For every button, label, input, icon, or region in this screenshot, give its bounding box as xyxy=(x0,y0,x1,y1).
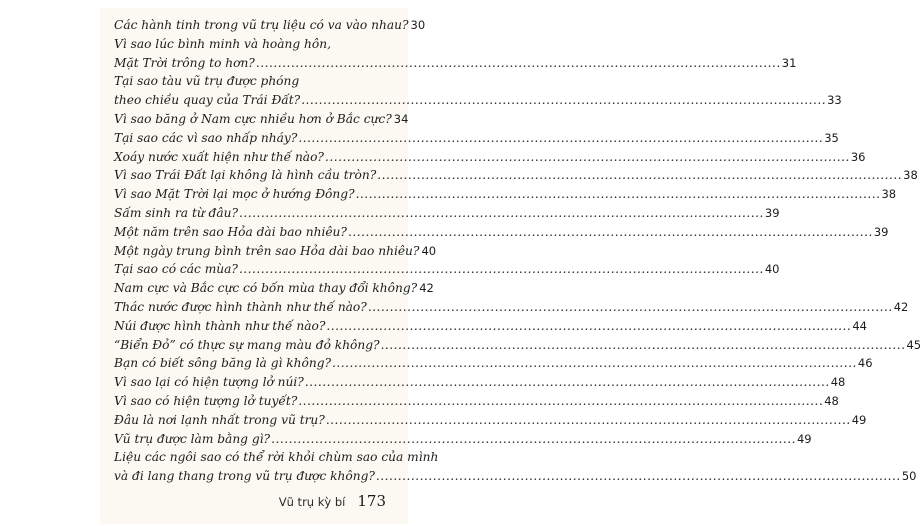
toc-entry xyxy=(114,430,812,449)
toc-entry-title: Vũ trụ được làm bằng gì? xyxy=(114,431,271,446)
toc-entry xyxy=(114,54,797,73)
book-page xyxy=(100,8,921,524)
toc-entry-page: 38 xyxy=(881,187,897,202)
toc-entry-title: Vì sao lúc bình minh và hoàng hôn, xyxy=(114,36,331,51)
toc-leader-dots xyxy=(326,317,851,336)
toc-entry xyxy=(114,317,867,336)
toc-leader-dots xyxy=(239,260,764,279)
toc-entry-title: Sấm sinh ra từ đâu? xyxy=(114,205,239,220)
toc-leader-dots xyxy=(298,129,823,148)
toc-entry-title: Vì sao Trái Đất lại không là hình cầu tròn? xyxy=(114,168,377,183)
toc-entry-page: 34 xyxy=(393,111,409,126)
toc-entry-title: Vì sao Mặt Trời lại mọc ở hướng Đông? xyxy=(114,187,355,202)
toc-entry-page: 49 xyxy=(851,412,867,427)
toc-entry-title: Núi được hình thành như thế nào? xyxy=(114,318,326,333)
toc-leader-dots xyxy=(325,148,850,167)
toc-entry xyxy=(114,336,921,355)
toc-leader-dots xyxy=(271,430,796,449)
toc-entry-title: Vì sao băng ở Nam cực nhiều hơn ở Bắc cực? xyxy=(114,111,392,126)
toc-entry-page: 45 xyxy=(906,337,921,352)
toc-leader-dots xyxy=(326,411,851,430)
toc-entry-page: 48 xyxy=(824,393,839,408)
toc-entry xyxy=(114,242,437,261)
toc-entry-page: 39 xyxy=(873,224,889,239)
toc-leader-dots xyxy=(356,185,881,204)
toc-entry-title: Xoáy nước xuất hiện như thế nào? xyxy=(114,149,324,164)
book-title: Vũ trụ kỳ bí xyxy=(278,495,346,509)
toc-entry-page: 42 xyxy=(419,281,434,296)
toc-leader-dots xyxy=(377,166,902,185)
toc-entry xyxy=(114,204,780,223)
toc-entry xyxy=(114,467,917,486)
toc-leader-dots xyxy=(381,336,906,355)
toc-entry-title: “Biển Đỏ” có thực sự mang màu đỏ không? xyxy=(114,337,380,352)
toc-entry-title: Liệu các ngôi sao có thể rời khỏi chùm sao của mình xyxy=(114,450,439,465)
toc-entry xyxy=(114,223,889,242)
table-of-contents xyxy=(114,16,921,486)
toc-entry-page: 42 xyxy=(893,299,909,314)
toc-entry-page: 40 xyxy=(764,262,780,277)
toc-entry-page: 39 xyxy=(764,205,780,220)
toc-entry xyxy=(114,91,842,110)
toc-entry-title: Nam cực và Bắc cực có bốn mùa thay đổi không? xyxy=(114,281,418,296)
toc-leader-dots xyxy=(298,392,823,411)
toc-leader-dots xyxy=(305,373,830,392)
toc-entry-page: 48 xyxy=(830,375,846,390)
toc-entry-page: 31 xyxy=(781,55,797,70)
toc-entry xyxy=(114,185,897,204)
page-footer xyxy=(279,492,386,510)
toc-entry xyxy=(114,35,404,54)
toc-entry-page: 44 xyxy=(852,318,867,333)
toc-entry xyxy=(114,110,409,129)
toc-entry-page: 49 xyxy=(796,431,812,446)
toc-entry-page: 46 xyxy=(857,356,873,371)
toc-entry-title: Đâu là nơi lạnh nhất trong vũ trụ? xyxy=(114,412,325,427)
toc-entry-title: Một ngày trung bình trên sao Hỏa dài bao nhiêu? xyxy=(114,243,420,258)
toc-entry xyxy=(114,260,780,279)
toc-entry xyxy=(114,166,918,185)
toc-entry-title: Các hành tinh trong vũ trụ liệu có va vào nhau? xyxy=(114,18,409,32)
toc-entry xyxy=(114,72,404,91)
toc-leader-dots xyxy=(256,54,781,73)
toc-entry-title: Vì sao có hiện tượng lở tuyết? xyxy=(114,393,298,408)
toc-leader-dots xyxy=(239,204,764,223)
toc-entry-page: 33 xyxy=(827,93,842,108)
toc-entry xyxy=(114,279,434,298)
toc-entry-title: Thác nước được hình thành như thế nào? xyxy=(114,299,367,314)
toc-entry-page: 30 xyxy=(410,18,426,32)
toc-leader-dots xyxy=(301,91,826,110)
toc-entry xyxy=(114,298,909,317)
toc-leader-dots xyxy=(368,298,893,317)
toc-entry-title: Một năm trên sao Hỏa dài bao nhiêu? xyxy=(114,224,347,239)
toc-leader-dots xyxy=(348,223,873,242)
toc-leader-dots xyxy=(376,467,901,486)
toc-entry-title: Mặt Trời trông to hơn? xyxy=(114,55,255,70)
toc-entry-title: Bạn có biết sông băng là gì không? xyxy=(114,356,332,371)
toc-entry xyxy=(114,392,839,411)
toc-entry xyxy=(114,373,846,392)
toc-entry-title: theo chiều quay của Trái Đất? xyxy=(114,93,301,108)
toc-entry xyxy=(114,129,839,148)
toc-entry xyxy=(114,148,866,167)
toc-entry-title: Tại sao tàu vũ trụ được phóng xyxy=(114,74,300,89)
toc-entry-page: 40 xyxy=(421,243,437,258)
toc-entry xyxy=(114,16,426,35)
toc-entry-page: 36 xyxy=(850,149,866,164)
toc-entry xyxy=(114,448,439,467)
toc-entry xyxy=(114,411,867,430)
page-number: 173 xyxy=(357,492,386,510)
toc-entry-page: 35 xyxy=(824,130,839,145)
toc-leader-dots xyxy=(332,354,857,373)
toc-entry-page: 50 xyxy=(901,469,917,484)
toc-entry xyxy=(114,354,873,373)
toc-entry-title: Tại sao các vì sao nhấp nháy? xyxy=(114,130,298,145)
toc-entry-title: Tại sao có các mùa? xyxy=(114,262,238,277)
toc-entry-title: Vì sao lại có hiện tượng lở núi? xyxy=(114,375,304,390)
toc-entry-title: và đi lang thang trong vũ trụ được không? xyxy=(114,469,375,484)
toc-entry-page: 38 xyxy=(903,168,918,183)
